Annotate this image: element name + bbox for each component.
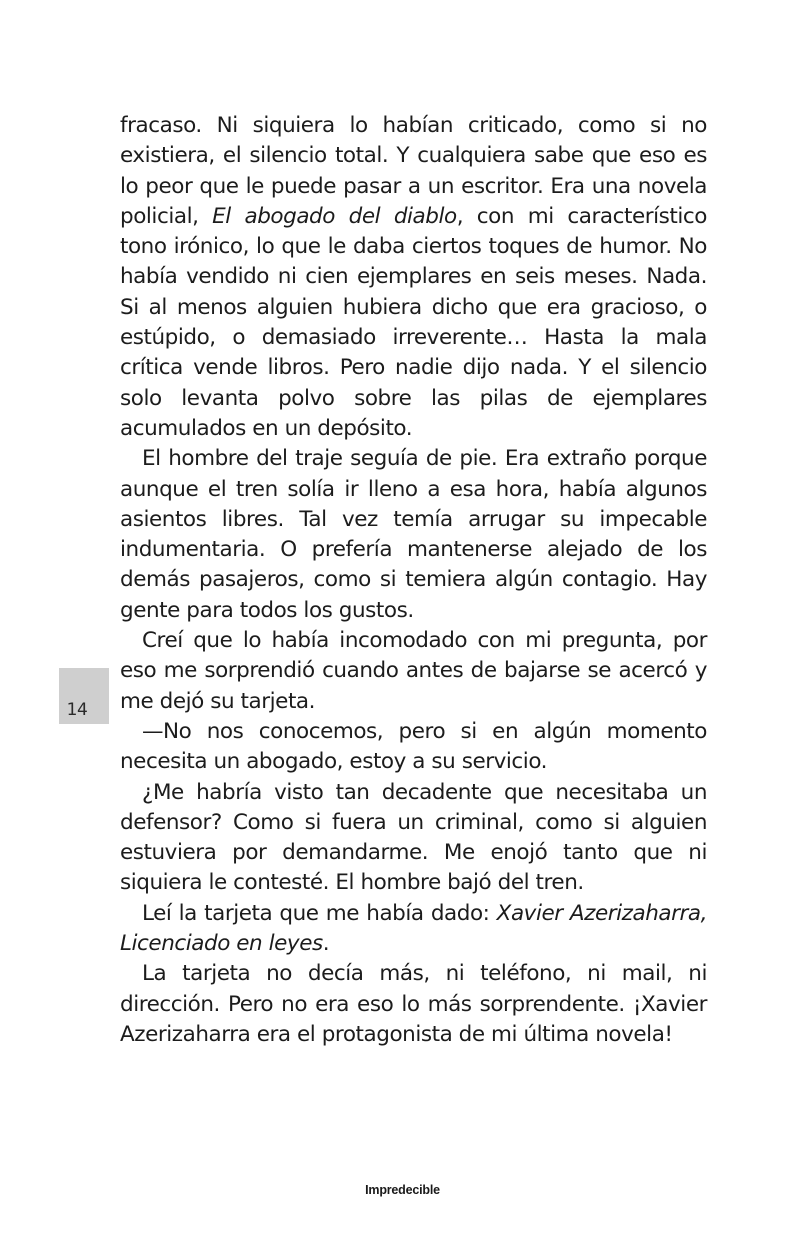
paragraph-5: ¿Me habría visto tan decadente que necesitaba un defensor? Como si fuera un criminal, como si alguien estuviera por demandarme. Me enojó tanto que ni siquiera le contesté. El hombre bajó del tren. [120, 779, 707, 896]
page-number-tab [59, 668, 109, 724]
paragraph-1 [120, 111, 707, 444]
page-number: 14 [66, 700, 88, 720]
page-body-text [120, 111, 707, 1050]
paragraph-7: La tarjeta no decía más, ni teléfono, ni mail, ni dirección. Pero no era eso lo más sorprendente. ¡Xavier Azerizaharra era el protagonista de mi última novela! [120, 961, 707, 1047]
paragraph-2: El hombre del traje seguía de pie. Era extraño porque aunque el tren solía ir lleno a esa hora, había algunos asientos libres. Tal vez temía arrugar su impecable indumentaria. O prefería mantenerse alejado de los demás pasajeros, como si temiera algún contagio. Hay gente para todos los gustos. [120, 446, 707, 623]
novel-title: El abogado del diablo [212, 203, 457, 229]
paragraph-6-text: Leí la tarjeta que me había dado: [142, 900, 490, 926]
business-card-text: Xavier Azerizaharra, Licenciado en leyes [120, 900, 707, 957]
paragraph-4-dialogue: —No nos conocemos, pero si en algún momento necesita un abogado, estoy a su servicio. [120, 718, 707, 775]
paragraph-6-end: . [322, 931, 330, 957]
paragraph-6 [120, 899, 707, 960]
paragraph-1-text: fracaso. Ni siquiera lo habían criticado, como si no existiera, el silencio total. Y cualquiera sabe que eso es lo peor que le puede pasar a un escritor. Era una novela policial, [120, 113, 707, 229]
paragraph-3: Creí que lo había incomodado con mi pregunta, por eso me sorprendió cuando antes de bajarse se acercó y me dejó su tarjeta. [120, 628, 707, 714]
paragraph-1-rest: , con mi característico tono irónico, lo que le daba ciertos toques de humor. No había vendido ni cien ejemplares en seis meses. Nada. Si al menos alguien hubiera dicho que era gracioso, o estúpido, o demasiado irreverente… Hasta la mala crítica vende libros. Pero nadie dijo nada. Y el silencio solo levanta polvo sobre las pilas de ejemplares acumulados en un depósito. [120, 203, 707, 441]
running-footer-title: Impredecible [365, 1183, 440, 1197]
